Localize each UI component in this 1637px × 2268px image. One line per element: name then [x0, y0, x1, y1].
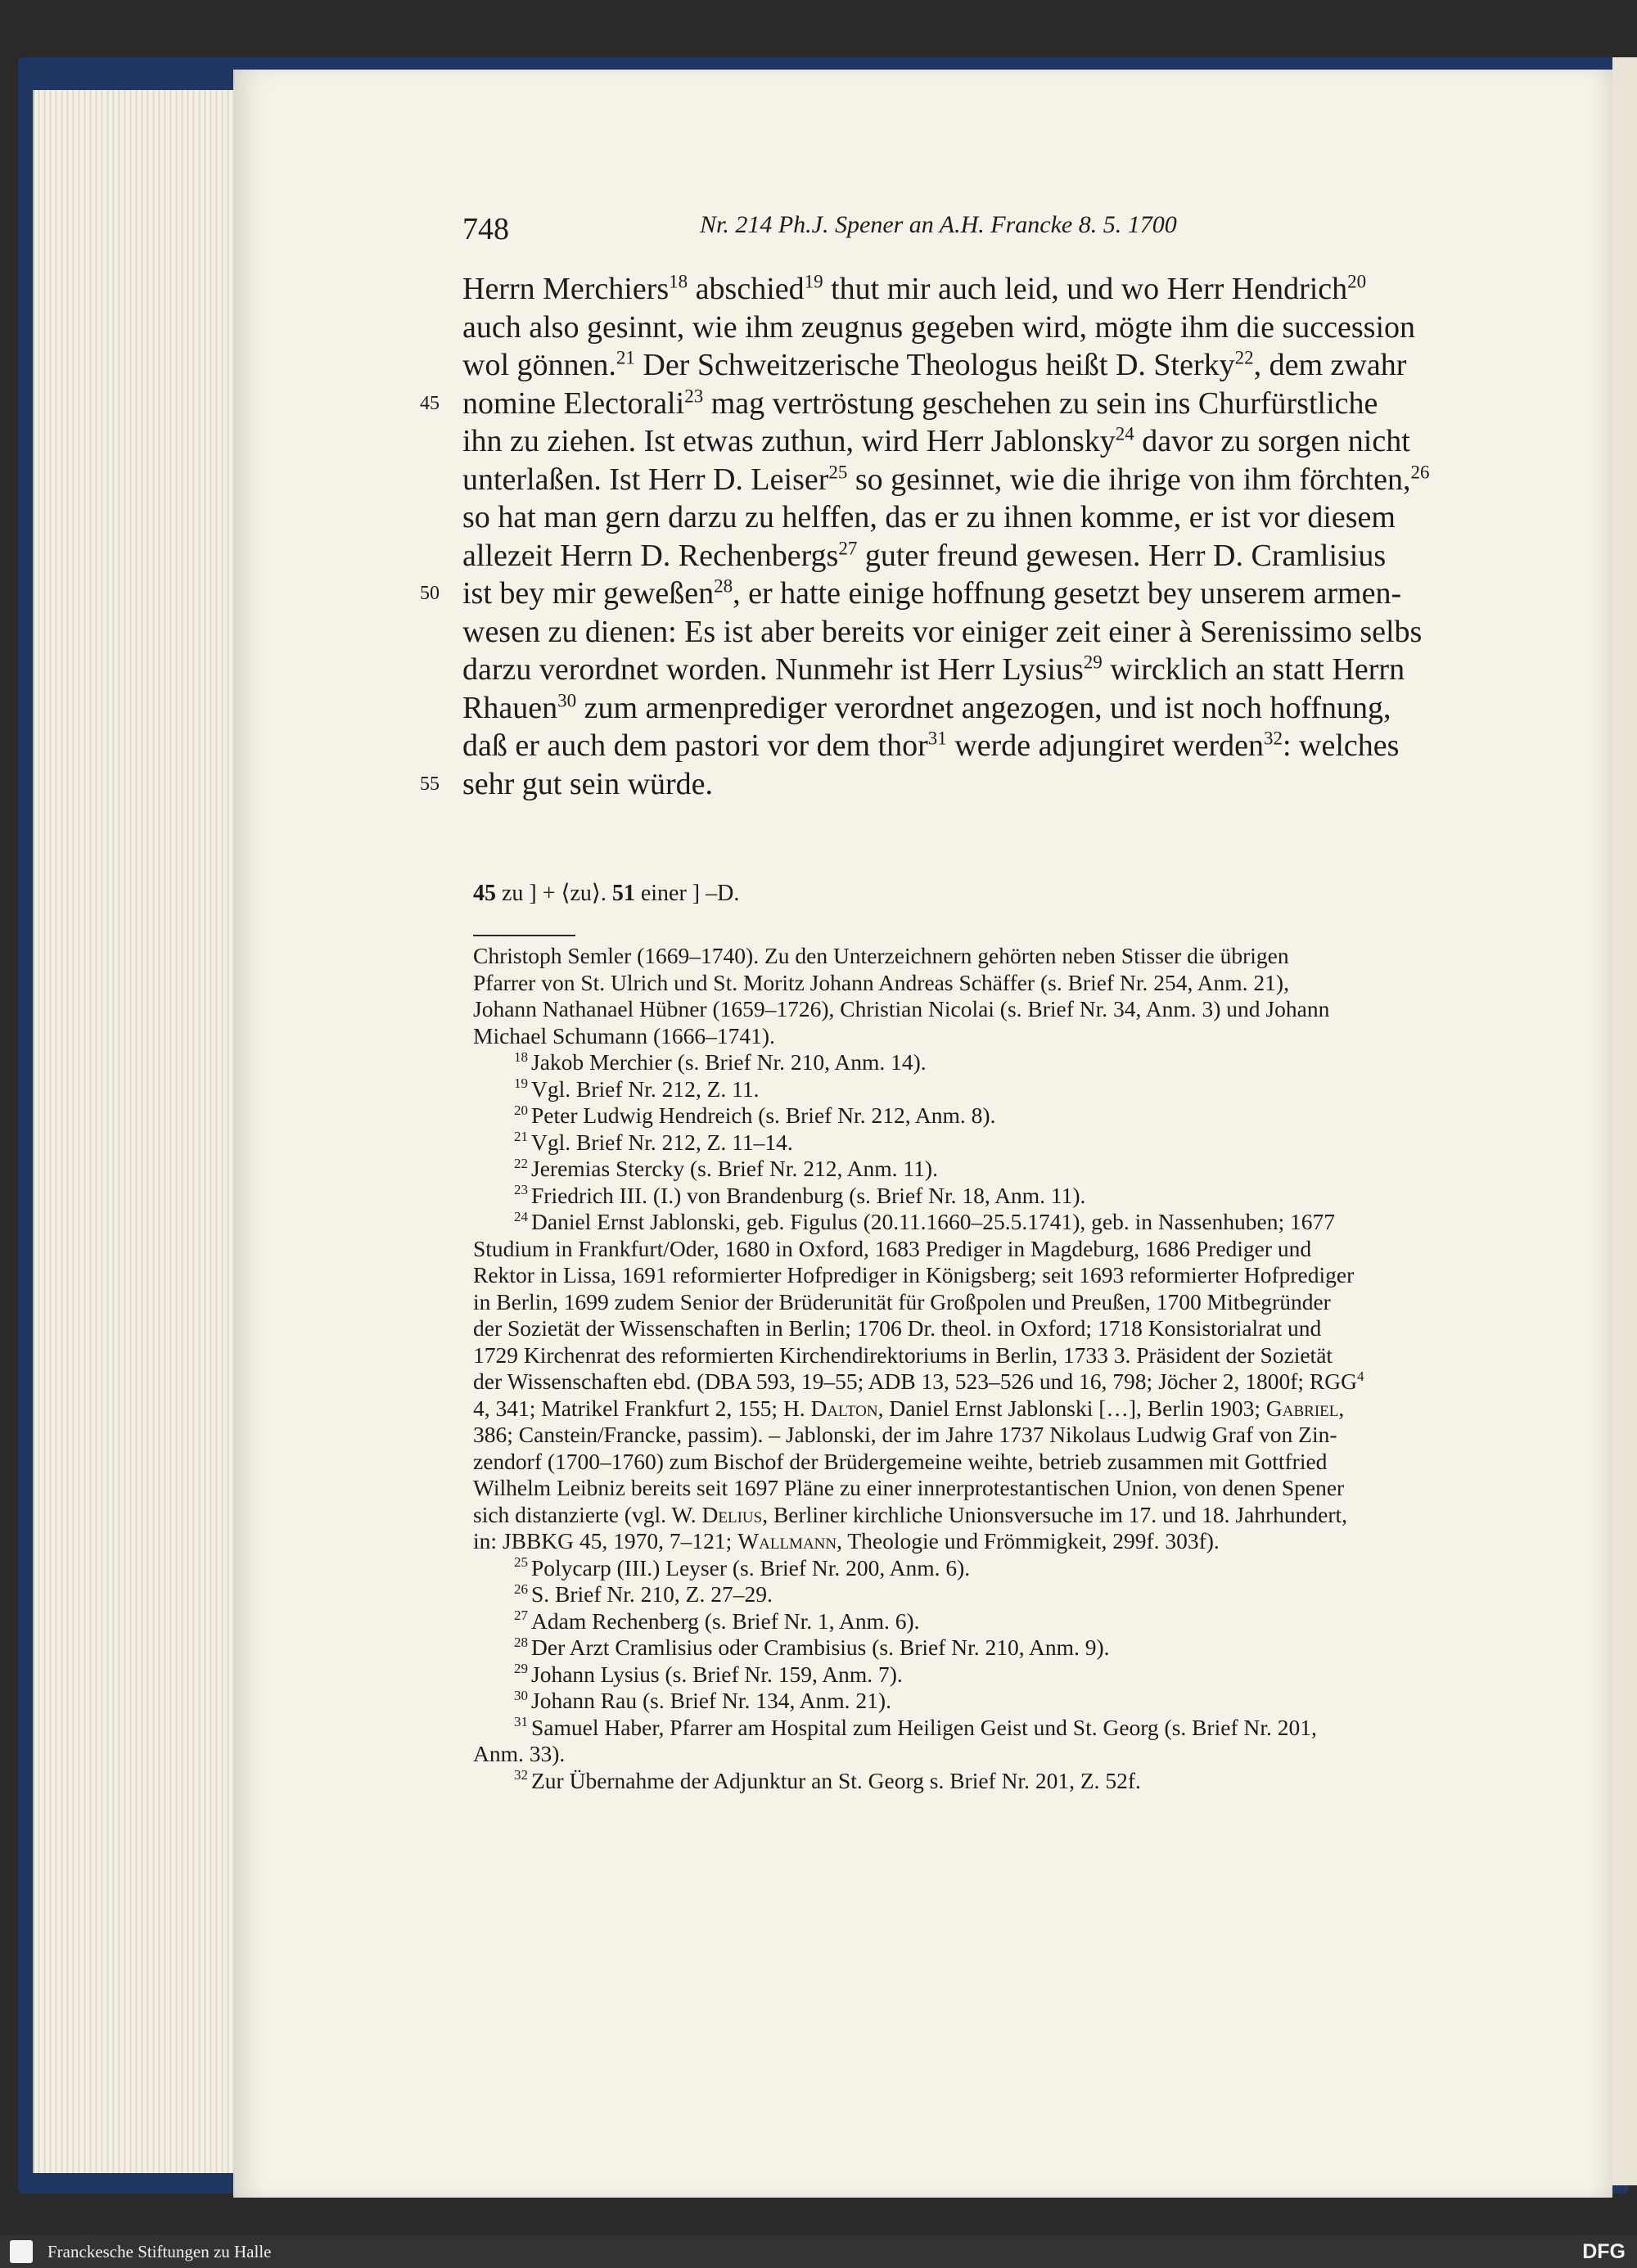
author-name: Gabriel	[1265, 1395, 1339, 1421]
footnote-line	[473, 1076, 1506, 1103]
footnote-ref: 18	[514, 1048, 528, 1065]
footnote-rule	[473, 935, 575, 936]
footnote-line	[473, 1662, 1506, 1689]
footnote-line	[473, 1634, 1506, 1662]
text-line	[462, 309, 1490, 347]
foundation-logo	[10, 2240, 33, 2263]
footnote-ref: 21	[616, 347, 635, 368]
footnote-ref: 28	[714, 575, 733, 597]
text-run: wircklich an statt Herrn	[1102, 652, 1405, 687]
footnote-ref: 32	[1263, 728, 1283, 749]
footnote-line	[473, 1475, 1506, 1502]
footnote-line	[473, 1502, 1506, 1529]
foundation-name: Franckesche Stiftungen zu Halle	[47, 2242, 272, 2261]
footnote-ref: 28	[514, 1634, 528, 1650]
footnote-line	[473, 1688, 1506, 1715]
footnote-line	[473, 1741, 1506, 1768]
text-line	[462, 346, 1490, 385]
footnote-ref: 30	[514, 1687, 528, 1703]
author-name: Delius	[701, 1501, 763, 1527]
footnote-line	[473, 996, 1506, 1023]
footnote-ref: 26	[514, 1580, 528, 1597]
footnote-line	[473, 1608, 1506, 1635]
apparatus-line-ref: 45	[473, 881, 496, 906]
footnote-line	[473, 1102, 1506, 1129]
line-number: 55	[420, 773, 440, 795]
footnote-line	[473, 1156, 1506, 1183]
footnote-line	[473, 1581, 1506, 1608]
text-run: 386; Canstein/Francke, passim). – Jablonski, der im Jahre 1737 Nikolaus Ludwig Graf von Zin-	[473, 1422, 1337, 1447]
text-run: Rhauen	[462, 690, 558, 725]
text-run: Johann Rau (s. Brief Nr. 134, Anm. 21).	[531, 1688, 891, 1713]
text-run: unterlaßen. Ist Herr D. Leiser	[462, 462, 829, 497]
footnote-ref: 19	[804, 271, 823, 292]
text-run: sehr gut sein würde.	[462, 766, 714, 801]
text-run: Jakob Merchier (s. Brief Nr. 210, Anm. 14).	[531, 1049, 927, 1075]
footnote-ref: 29	[1083, 652, 1103, 673]
text-line	[462, 613, 1490, 652]
footnote-line	[473, 1049, 1506, 1076]
page-number: 748	[462, 212, 509, 246]
footnote-line	[473, 1209, 1506, 1236]
page-header	[462, 211, 1281, 260]
footnote-line	[473, 1262, 1506, 1289]
running-title: Nr. 214 Ph.J. Spener an A.H. Francke 8. 5. 1700	[700, 211, 1177, 238]
text-run: Studium in Frankfurt/Oder, 1680 in Oxford, 1683 Prediger in Magdeburg, 1686 Prediger und	[473, 1235, 1312, 1261]
facing-page-edge	[1612, 57, 1637, 2185]
text-run: zu ] + ⟨zu⟩.	[496, 881, 612, 906]
text-run: Johann Lysius (s. Brief Nr. 159, Anm. 7).	[531, 1661, 903, 1687]
footnote-ref: 19	[514, 1075, 528, 1092]
text-run: ist bey mir geweßen	[462, 576, 715, 611]
footnote-ref: 21	[514, 1129, 528, 1145]
footnote-line	[473, 1129, 1506, 1157]
text-run: daß er auch dem pastori vor dem thor	[462, 728, 928, 763]
text-run: nomine Electorali	[462, 386, 685, 421]
text-run: Vgl. Brief Nr. 212, Z. 11–14.	[531, 1129, 793, 1155]
text-run: Wilhelm Leibniz bereits seit 1697 Pläne zu einer innerprotestantischen Union, von denen Spener	[473, 1475, 1345, 1500]
text-run: sich distanzierte (vgl. W.	[473, 1501, 702, 1527]
footnote-line	[473, 1289, 1506, 1316]
footnote-line	[473, 1183, 1506, 1210]
footnote-ref: 32	[514, 1767, 528, 1783]
text-line	[462, 727, 1490, 765]
text-run: guter freund gewesen. Herr D. Cramlisius	[857, 538, 1387, 573]
text-run: , Theologie und Frömmigkeit, 299f. 303f).	[837, 1528, 1220, 1553]
text-run: Herrn Merchiers	[462, 272, 670, 306]
footnote-ref: 29	[514, 1661, 528, 1677]
footnote-line	[473, 970, 1506, 997]
text-run: , Daniel Ernst Jablonski […], Berlin 1903;	[877, 1395, 1266, 1421]
footnote-ref: 20	[514, 1102, 528, 1118]
footnote-ref: 23	[684, 385, 704, 406]
author-name: Dalton	[810, 1395, 878, 1421]
text-run: Polycarp (III.) Leyser (s. Brief Nr. 200, Anm. 6).	[531, 1554, 971, 1580]
footnote-ref: 18	[669, 271, 688, 292]
text-run: davor zu sorgen nicht	[1134, 424, 1410, 458]
footnote-line	[473, 1368, 1506, 1396]
text-run: Peter Ludwig Hendreich (s. Brief Nr. 212, Anm. 8).	[531, 1102, 996, 1128]
line-number: 50	[420, 583, 440, 604]
text-line	[462, 498, 1490, 537]
text-run: Rektor in Lissa, 1691 reformierter Hofprediger in Königsberg; seit 1693 reformierter Hofprediger	[473, 1262, 1355, 1287]
footnote-ref: 24	[514, 1208, 528, 1224]
letter-text	[420, 270, 1490, 803]
footnote-ref: 22	[514, 1155, 528, 1171]
text-run: 1729 Kirchenrat des reformierten Kirchendirektoriums in Berlin, 1733 3. Präsident der Sozietät	[473, 1341, 1333, 1368]
footnote-ref: 23	[514, 1182, 528, 1198]
footnote-ref: 24	[1115, 423, 1134, 444]
footnote-line	[473, 943, 1506, 970]
text-run: werde adjungiret werden	[946, 728, 1264, 763]
text-run: Michael Schumann (1666–1741).	[473, 1022, 775, 1048]
page-edges	[33, 90, 239, 2173]
text-run: abschied	[688, 272, 805, 306]
text-line	[462, 537, 1490, 575]
text-run: der Sozietät der Wissenschaften in Berlin; 1706 Dr. theol. in Oxford; 1718 Konsistorialrat und	[473, 1315, 1322, 1341]
text-run: Daniel Ernst Jablonski, geb. Figulus (20.11.1660–25.5.1741), geb. in Nassenhuben; 1677	[531, 1209, 1336, 1234]
footnote-ref: 4	[1356, 1368, 1364, 1384]
text-run: darzu verordnet worden. Nunmehr ist Herr Lysius	[462, 652, 1084, 687]
text-run: Der Arzt Cramlisius oder Crambisius (s. Brief Nr. 210, Anm. 9).	[531, 1634, 1110, 1660]
footnote-line	[473, 1422, 1506, 1449]
text-run: wol gönnen.	[462, 348, 616, 382]
text-line	[420, 385, 1490, 423]
footnote-line	[473, 1528, 1506, 1555]
text-run: Johann Nathanael Hübner (1659–1726), Christian Nicolai (s. Brief Nr. 34, Anm. 3) und Johann	[473, 996, 1330, 1021]
text-line	[420, 575, 1490, 613]
text-run: 4, 341; Matrikel Frankfurt 2, 155; H.	[473, 1395, 811, 1421]
text-run: , dem zwahr	[1253, 348, 1407, 382]
text-run: thut mir auch leid, und wo Herr Hendrich	[823, 272, 1348, 306]
text-run: Friedrich III. (I.) von Brandenburg (s. Brief Nr. 18, Anm. 11).	[531, 1182, 1086, 1208]
text-run: Christoph Semler (1669–1740). Zu den Unterzeichnern gehörten neben Stisser die übrigen	[473, 943, 1289, 968]
footnote-ref: 31	[514, 1714, 528, 1730]
text-run: der Wissenschaften ebd. (DBA 593, 19–55; ADB 13, 523–526 und 16, 798; Jöcher 2, 1800f; RGG	[473, 1368, 1357, 1394]
text-run: : welches	[1282, 728, 1400, 763]
text-run: wesen zu dienen: Es ist aber bereits vor einiger zeit einer à Serenissimo selbs	[462, 614, 1423, 649]
text-run: zendorf (1700–1760) zum Bischof der Brüdergemeine weihte, betrieb zusammen mit Gottfried	[473, 1448, 1328, 1474]
footnote-ref: 20	[1347, 271, 1367, 292]
text-run: Anm. 33).	[473, 1741, 566, 1766]
text-run: Vgl. Brief Nr. 212, Z. 11.	[531, 1075, 760, 1102]
footnote-line	[473, 1449, 1506, 1476]
footnote-line	[473, 1023, 1506, 1050]
text-line	[462, 461, 1490, 499]
text-run: allezeit Herrn D. Rechenbergs	[462, 538, 839, 573]
footnote-line	[473, 1315, 1506, 1342]
text-run: auch also gesinnt, wie ihm zeugnus gegeben wird, mögte ihm die succession	[462, 309, 1416, 345]
footnote-ref: 26	[1410, 461, 1430, 482]
footnotes	[473, 943, 1506, 1794]
footnote-line	[473, 1715, 1506, 1742]
footnote-ref: 22	[1234, 347, 1254, 368]
text-run: ,	[1338, 1395, 1345, 1421]
dfg-logo: DFG	[1582, 2240, 1626, 2263]
text-run: Der Schweitzerische Theologus heißt D. Sterky	[634, 348, 1235, 382]
text-run: so hat man gern darzu zu helffen, das er zu ihnen komme, er ist vor diesem	[462, 500, 1396, 534]
text-run: ihn zu ziehen. Ist etwas zuthun, wird Herr Jablonsky	[462, 424, 1116, 458]
footnote-ref: 25	[828, 461, 848, 482]
text-run: Samuel Haber, Pfarrer am Hospital zum Heiligen Geist und St. Georg (s. Brief Nr. 201,	[531, 1714, 1317, 1740]
text-run: Zur Übernahme der Adjunktur an St. Georg s. Brief Nr. 201, Z. 52f.	[531, 1767, 1141, 1793]
text-line	[462, 651, 1490, 689]
text-run: so gesinnet, wie die ihrige von ihm förchten,	[847, 462, 1411, 497]
text-run: Pfarrer von St. Ulrich und St. Moritz Johann Andreas Schäffer (s. Brief Nr. 254, Anm. 21),	[473, 969, 1289, 995]
footnote-ref: 27	[838, 537, 858, 558]
text-run: Adam Rechenberg (s. Brief Nr. 1, Anm. 6).	[531, 1607, 920, 1634]
footnote-ref: 27	[514, 1607, 528, 1624]
text-run: , er hatte einige hoffnung gesetzt bey unserem armen-	[733, 576, 1402, 611]
footnote-line	[473, 1768, 1506, 1795]
footnote-ref: 30	[557, 689, 577, 710]
footnote-ref: 25	[514, 1554, 528, 1571]
text-run: Jeremias Stercky (s. Brief Nr. 212, Anm. 11).	[531, 1156, 938, 1181]
footer-bar	[0, 2235, 1637, 2268]
text-run: , Berliner kirchliche Unionsversuche im 17. und 18. Jahrhundert,	[762, 1501, 1348, 1527]
footnote-line	[473, 1236, 1506, 1263]
text-run: in Berlin, 1699 zudem Senior der Brüderunität für Großpolen und Preußen, 1700 Mitbegründer	[473, 1288, 1331, 1314]
footnote-line	[473, 1396, 1506, 1423]
text-line	[462, 689, 1490, 728]
apparatus-line-ref: 51	[611, 881, 635, 906]
text-run: mag vertröstung geschehen zu sein ins Churfürstliche	[703, 386, 1378, 421]
footnote-line	[473, 1555, 1506, 1582]
text-run: einer ] –D.	[634, 881, 740, 906]
line-number: 45	[420, 392, 440, 414]
footnote-ref: 31	[927, 728, 947, 749]
text-line	[420, 765, 1490, 804]
text-run: in: JBBKG 45, 1970, 7–121;	[473, 1528, 738, 1553]
text-run: zum armenprediger verordnet angezogen, und ist noch hoffnung,	[576, 690, 1391, 725]
text-line	[462, 422, 1490, 461]
author-name: Wallmann	[737, 1528, 837, 1553]
text-line	[462, 270, 1490, 309]
critical-apparatus	[473, 879, 739, 907]
footnote-line	[473, 1342, 1506, 1369]
text-run: S. Brief Nr. 210, Z. 27–29.	[531, 1581, 773, 1607]
